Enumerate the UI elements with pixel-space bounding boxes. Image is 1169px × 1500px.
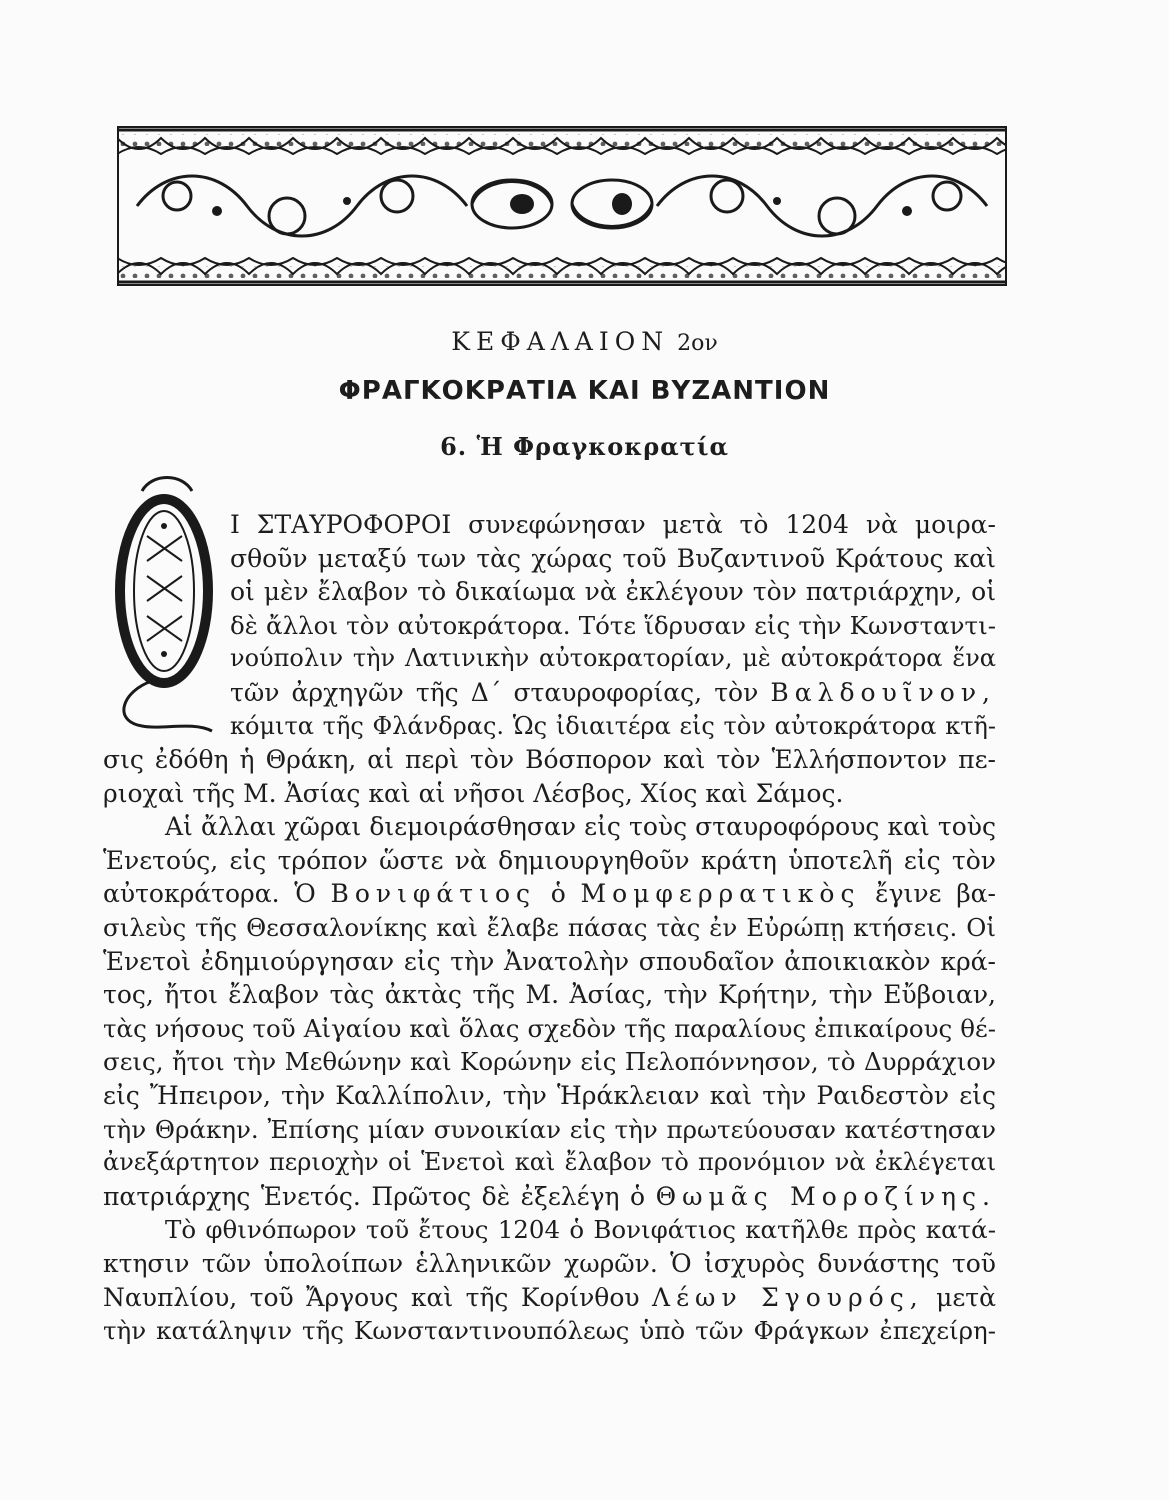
text-line: οἱ μὲν ἔλαβον τὸ δικαίωμα νὰ ἐκλέγουν τὸν πατριάρχην, οἱ bbox=[230, 577, 996, 607]
paragraph-1 bbox=[230, 508, 996, 743]
text-line: Ι ΣΤΑΥΡΟΦΟΡΟΙ συνεφώνησαν μετὰ τὸ 1204 νὰ μοιρα- bbox=[230, 510, 996, 539]
page-title: ΦΡΑΓΚΟΚΡΑΤΙΑ ΚΑΙ ΒΥΖΑΝΤΙΟΝ bbox=[338, 376, 831, 406]
text-span: πατριάρχης Ἑνετός. Πρῶτος δὲ ἐξελέγη ὁ bbox=[103, 1181, 646, 1211]
text-line: σθοῦν μεταξύ των τὰς χώρας τοῦ Βυζαντινοῦ Κράτους καὶ bbox=[230, 543, 996, 573]
spaced-name: Βονιφάτιος bbox=[330, 879, 536, 909]
text-line: σις ἐδόθη ἡ Θράκη, αἱ περὶ τὸν Βόσπορον καὶ τὸν Ἑλλήσποντον πε- bbox=[103, 745, 996, 774]
text-span: τῶν ἀρχηγῶν τῆς Δ΄ σταυροφορίας, τὸν bbox=[230, 677, 759, 707]
drop-cap-initial bbox=[112, 476, 222, 736]
spaced-name: Βαλδουῖνον, bbox=[770, 677, 997, 707]
chapter-heading bbox=[0, 327, 1169, 356]
spaced-name: Μομφερρατικὸς bbox=[580, 879, 861, 909]
chapter-label: ΚΕΦΑΛΑΙΟΝ bbox=[451, 327, 670, 356]
text-line: τὴν Θράκην. Ἐπίσης μίαν συνοικίαν εἰς τὴν πρωτεύουσαν κατέστησαν bbox=[103, 1114, 996, 1144]
text-line: ριοχαὶ τῆς Μ. Ἀσίας καὶ αἱ νῆσοι Λέσβος, Χίος καὶ Σάμος. bbox=[103, 778, 844, 808]
spaced-name: Λέων Σγουρός, bbox=[652, 1282, 924, 1312]
text-line bbox=[103, 1180, 996, 1214]
text-line: σεις, ἤτοι τὴν Μεθώνην καὶ Κορώνην εἰς Πελοπόννησον, τὸ Δυρράχιον bbox=[103, 1047, 996, 1077]
text-line: εἰς Ἤπειρον, τὴν Καλλίπολιν, τὴν Ἡράκλειαν καὶ τὴν Ραιδεστὸν εἰς bbox=[103, 1080, 996, 1110]
text-span: ἔγινε βα- bbox=[875, 879, 996, 909]
text-span: μετὰ bbox=[936, 1282, 997, 1312]
chapter-ordinal: 2ον bbox=[677, 331, 718, 356]
text-line: τὴν κατάληψιν τῆς Κωνσταντινουπόλεως ὑπὸ τῶν Φράγκων ἐπεχείρη- bbox=[103, 1316, 996, 1346]
text-line: τὰς νήσους τοῦ Αἰγαίου καὶ ὅλας σχεδὸν τῆς παραλίους ἐπικαίρους θέ- bbox=[103, 1013, 996, 1043]
section-heading: 6. Ἡ Φραγκοκρατία bbox=[440, 432, 729, 461]
text-line: τος, ἤτοι ἔλαβον τὰς ἀκτὰς τῆς Μ. Ἀσίας, τὴν Κρήτην, τὴν Εὔβοιαν, bbox=[103, 980, 996, 1010]
text-line bbox=[230, 676, 996, 710]
text-line bbox=[103, 877, 996, 911]
spaced-name: Θωμᾶς Μοροζίνης. bbox=[655, 1181, 996, 1211]
text-line: κτησιν τῶν ὑπολοίπων ἑλληνικῶν χωρῶν. Ὁ ἰσχυρὸς δυνάστης τοῦ bbox=[103, 1248, 996, 1278]
text-span: ὁ bbox=[550, 879, 566, 909]
text-line: νούπολιν τὴν Λατινικὴν αὐτοκρατορίαν, μὲ αὐτοκράτορα ἕνα bbox=[230, 644, 996, 673]
text-span: αὐτοκράτορα. Ὁ bbox=[103, 879, 316, 909]
text-line: κόμιτα τῆς Φλάνδρας. Ὡς ἰδιαιτέρα εἰς τὸν αὐτοκράτορα κτῆ- bbox=[230, 711, 996, 740]
text-line: Τὸ φθινόπωρον τοῦ ἔτους 1204 ὁ Βονιφάτιος κατῆλθε πρὸς κατά- bbox=[165, 1215, 996, 1245]
body-text bbox=[103, 743, 996, 1348]
text-line: Ἑνετούς, εἰς τρόπον ὥστε νὰ δημιουργηθοῦν κράτη ὑποτελῆ εἰς τὸν bbox=[103, 845, 996, 875]
text-line: σιλεὺς τῆς Θεσσαλονίκης καὶ ἔλαβε πάσας τὰς ἐν Εὐρώπῃ κτήσεις. Οἱ bbox=[103, 912, 996, 942]
ornamental-headpiece bbox=[117, 126, 1007, 286]
text-line: Αἱ ἄλλαι χῶραι διεμοιράσθησαν εἰς τοὺς σταυροφόρους καὶ τοὺς bbox=[165, 812, 996, 842]
text-line: Ἑνετοὶ ἐδημιούργησαν εἰς τὴν Ἀνατολὴν σπουδαῖον ἀποικιακὸν κρά- bbox=[103, 946, 996, 976]
text-line bbox=[103, 1281, 996, 1315]
text-span: Ναυπλίου, τοῦ Ἄργους καὶ τῆς Κορίνθου bbox=[103, 1282, 640, 1312]
text-line: ἀνεξάρτητον περιοχὴν οἱ Ἑνετοὶ καὶ ἔλαβον τὸ προνόμιον νὰ ἐκλέγεται bbox=[103, 1148, 996, 1177]
text-line: δὲ ἄλλοι τὸν αὐτοκράτορα. Τότε ἵδρυσαν εἰς τὴν Κωνσταντι- bbox=[230, 610, 996, 640]
